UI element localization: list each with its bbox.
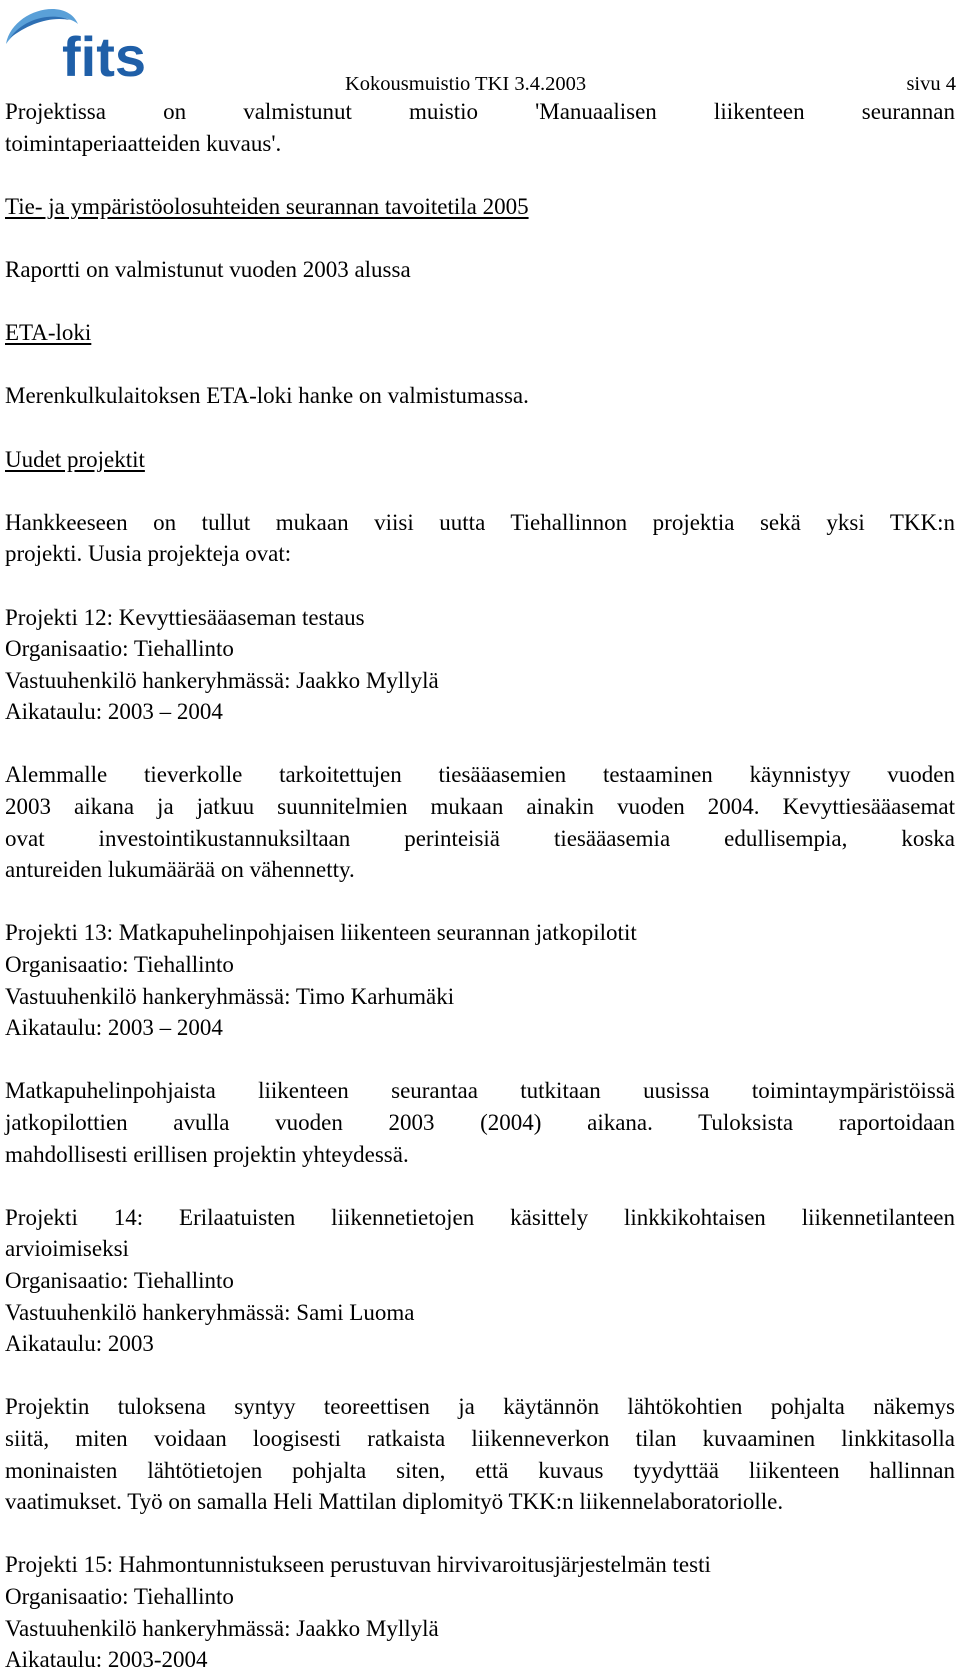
project-contact: Vastuuhenkilö hankeryhmässä: Timo Karhumäki bbox=[5, 983, 455, 1009]
project-title: Projekti 12: Kevyttiesääaseman testaus bbox=[5, 604, 365, 630]
project-title: arvioimiseksi bbox=[5, 1236, 129, 1262]
project-schedule: Aikataulu: 2003 bbox=[5, 1331, 154, 1357]
project-schedule: Aikataulu: 2003-2004 bbox=[5, 1647, 208, 1673]
project-contact: Vastuuhenkilö hankeryhmässä: Sami Luoma bbox=[5, 1299, 415, 1325]
project-description-line: ovat investointikustannuksiltaan perinteisiä tiesääasemia edullisempia, koska bbox=[5, 825, 955, 851]
intro-line: Projektissa on valmistunut muistio 'Manuaalisen liikenteen seurannan bbox=[5, 99, 955, 124]
paragraph-line: Hankkeeseen on tullut mukaan viisi uutta Tiehallinnon projektia sekä yksi TKK:n bbox=[5, 509, 955, 535]
project-description-line: antureiden lukumäärää on vähennetty. bbox=[5, 857, 355, 883]
project-schedule: Aikataulu: 2003 – 2004 bbox=[5, 699, 223, 725]
document-title: Kokousmuistio TKI 3.4.2003 bbox=[345, 73, 587, 95]
project-title: Projekti 14: Erilaatuisten liikennetietojen käsittely linkkikohtaisen liikennetilanteen bbox=[5, 1204, 955, 1230]
project-organisation: Organisaatio: Tiehallinto bbox=[5, 952, 234, 978]
section-heading: ETA-loki bbox=[5, 320, 92, 346]
project-description-line: moninaisten lähtötietojen pohjalta siten, että kuvaus tyydyttää liikenteen hallinnan bbox=[5, 1457, 955, 1483]
logo-text: fits bbox=[62, 25, 146, 88]
paragraph: Raportti on valmistunut vuoden 2003 alussa bbox=[5, 256, 411, 282]
project-organisation: Organisaatio: Tiehallinto bbox=[5, 1267, 234, 1293]
project-description-line: jatkopilottien avulla vuoden 2003 (2004) aikana. Tuloksista raportoidaan bbox=[5, 1110, 955, 1135]
section-heading: Tie- ja ympäristöolosuhteiden seurannan tavoitetila 2005 bbox=[5, 193, 529, 219]
page-number: sivu 4 bbox=[906, 73, 956, 95]
project-contact: Vastuuhenkilö hankeryhmässä: Jaakko Myllylä bbox=[5, 1615, 439, 1641]
section-heading: Uudet projektit bbox=[5, 446, 145, 472]
project-description-line: mahdollisesti erillisen projektin yhteydessä. bbox=[5, 1141, 409, 1167]
project-title: Projekti 15: Hahmontunnistukseen perustuvan hirvivaroitusjärjestelmän testi bbox=[5, 1552, 711, 1578]
project-organisation: Organisaatio: Tiehallinto bbox=[5, 1583, 234, 1609]
project-description-line: Matkapuhelinpohjaista liikenteen seurantaa tutkitaan uusissa toimintaympäristöissä bbox=[5, 1078, 955, 1104]
intro-line: toimintaperiaatteiden kuvaus'. bbox=[5, 130, 282, 156]
project-description-line: Projektin tuloksena syntyy teoreettisen ja käytännön lähtökohtien pohjalta näkemys bbox=[5, 1394, 955, 1420]
document-body bbox=[5, 96, 955, 1676]
project-description-line: 2003 aikana ja jatkuu suunnitelmien mukaan ainakin vuoden 2004. Kevyttiesääasemat bbox=[5, 794, 955, 820]
project-contact: Vastuuhenkilö hankeryhmässä: Jaakko Myllylä bbox=[5, 667, 439, 693]
project-schedule: Aikataulu: 2003 – 2004 bbox=[5, 1015, 223, 1041]
project-description-line: Alemmalle tieverkolle tarkoitettujen tiesääasemien testaaminen käynnistyy vuoden bbox=[5, 762, 955, 788]
project-description-line: siitä, miten voidaan loogisesti ratkaista liikenneverkon tilan kuvaaminen linkkitasolla bbox=[5, 1425, 955, 1451]
project-title: Projekti 13: Matkapuhelinpohjaisen liikenteen seurannan jatkopilotit bbox=[5, 920, 637, 946]
paragraph-line: projekti. Uusia projekteja ovat: bbox=[5, 541, 292, 567]
project-organisation: Organisaatio: Tiehallinto bbox=[5, 636, 234, 662]
fits-logo bbox=[4, 2, 164, 92]
paragraph: Merenkulkulaitoksen ETA-loki hanke on valmistumassa. bbox=[5, 383, 529, 409]
project-description-line: vaatimukset. Työ on samalla Heli Mattilan diplomityö TKK:n liikennelaboratoriolle. bbox=[5, 1489, 784, 1515]
